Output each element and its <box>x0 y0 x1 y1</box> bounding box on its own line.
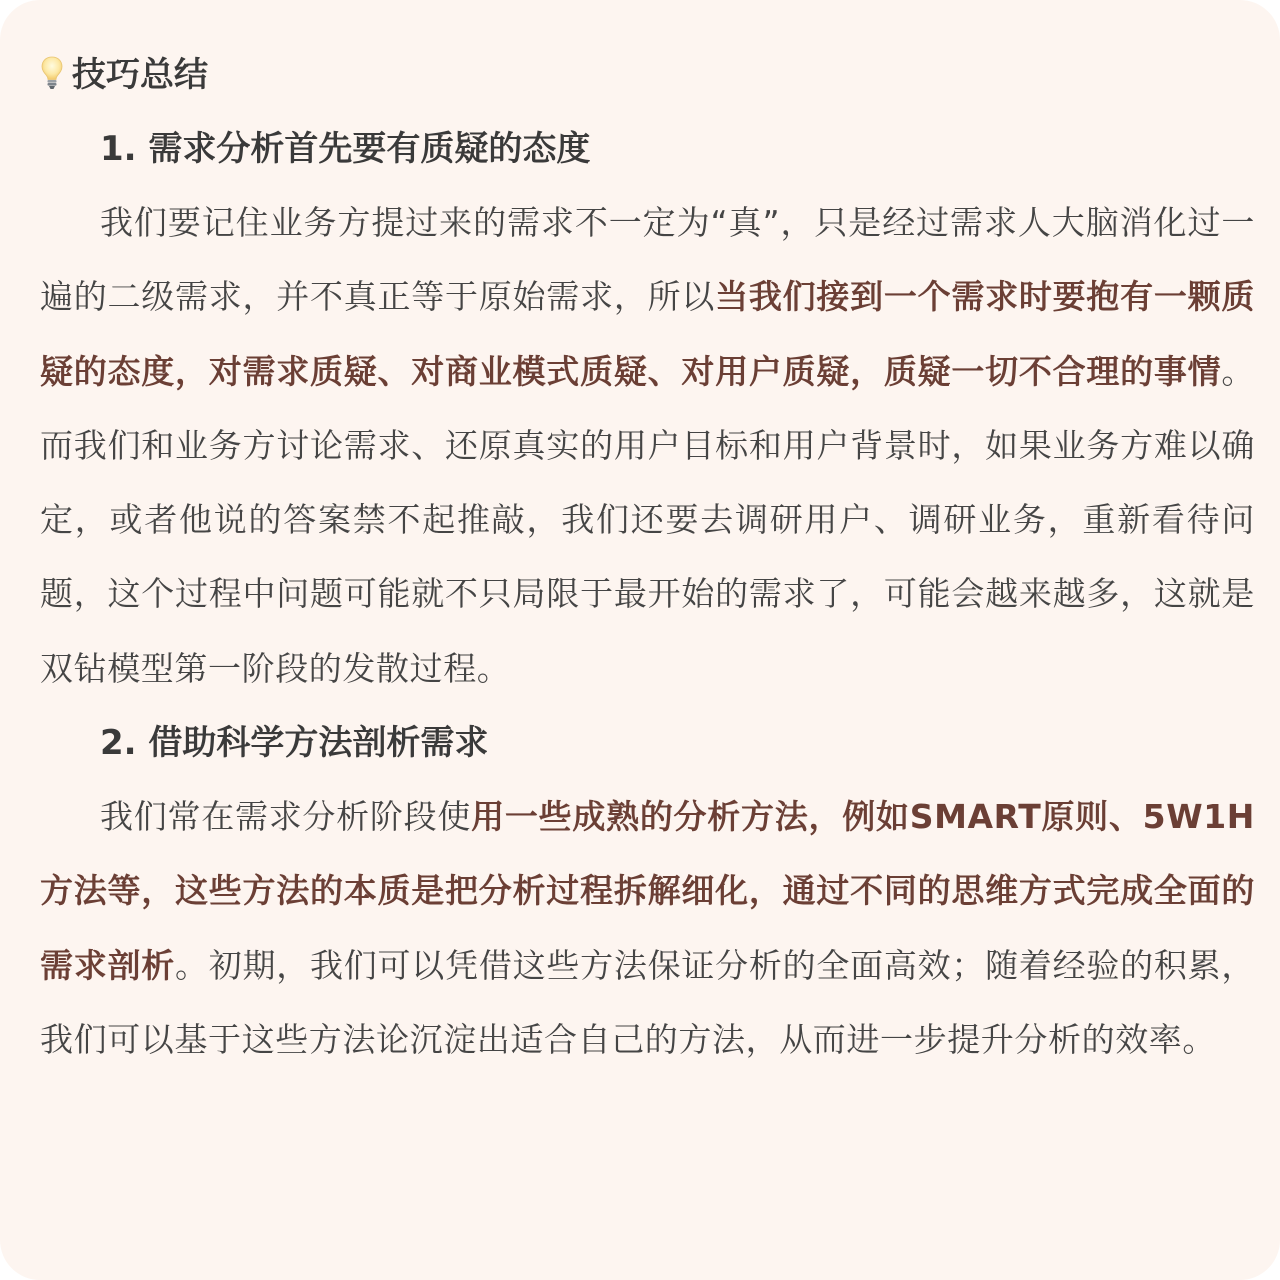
section-heading-2: 2. 借助科学方法剖析需求 <box>100 723 489 764</box>
section-title <box>40 38 1255 112</box>
emphasis-text: 用一些成熟的分析方法，例如SMART原则、5W1H方法等，这些方法的本质是把分析过程拆解细化，通过不同的思维方式完成全面的需求剖析 <box>40 797 1255 985</box>
paragraph-text: 我们常在需求分析阶段使 <box>100 797 472 837</box>
paragraph-text: 。初期，我们可以凭借这些方法保证分析的全面高效；随着经验的积累，我们可以基于这些方法论沉淀出适合自己的方法，从而进一步提升分析的效率。 <box>40 945 1256 1059</box>
section-paragraph-1 <box>40 186 1255 706</box>
section-paragraph-2 <box>40 780 1255 1077</box>
emphasis-text: 当我们接到一个需求时要抱有一颗质疑的态度，对需求质疑、对商业模式质疑、对用户质疑，质疑一切不合理的事情 <box>40 277 1256 391</box>
tips-content <box>40 40 1255 1077</box>
lightbulb-icon <box>40 55 64 91</box>
paragraph-text: 。而我们和业务方讨论需求、还原真实的用户目标和用户背景时，如果业务方难以确定，或者他说的答案禁不起推敲，我们还要去调研用户、调研业务，重新看待问题，这个过程中问题可能就不只局限于最开始的需求了，可能会越来越多，这就是双钻模型第一阶段的发散过程。 <box>40 351 1255 688</box>
title-text: 技巧总结 <box>72 55 208 95</box>
section-heading-1: 1. 需求分析首先要有质疑的态度 <box>100 129 591 169</box>
paragraph-text: 我们要记住业务方提过来的需求不一定为“真”，只是经过需求人大脑消化过一遍的二级需求，并不真正等于原始需求，所以 <box>40 203 1255 317</box>
